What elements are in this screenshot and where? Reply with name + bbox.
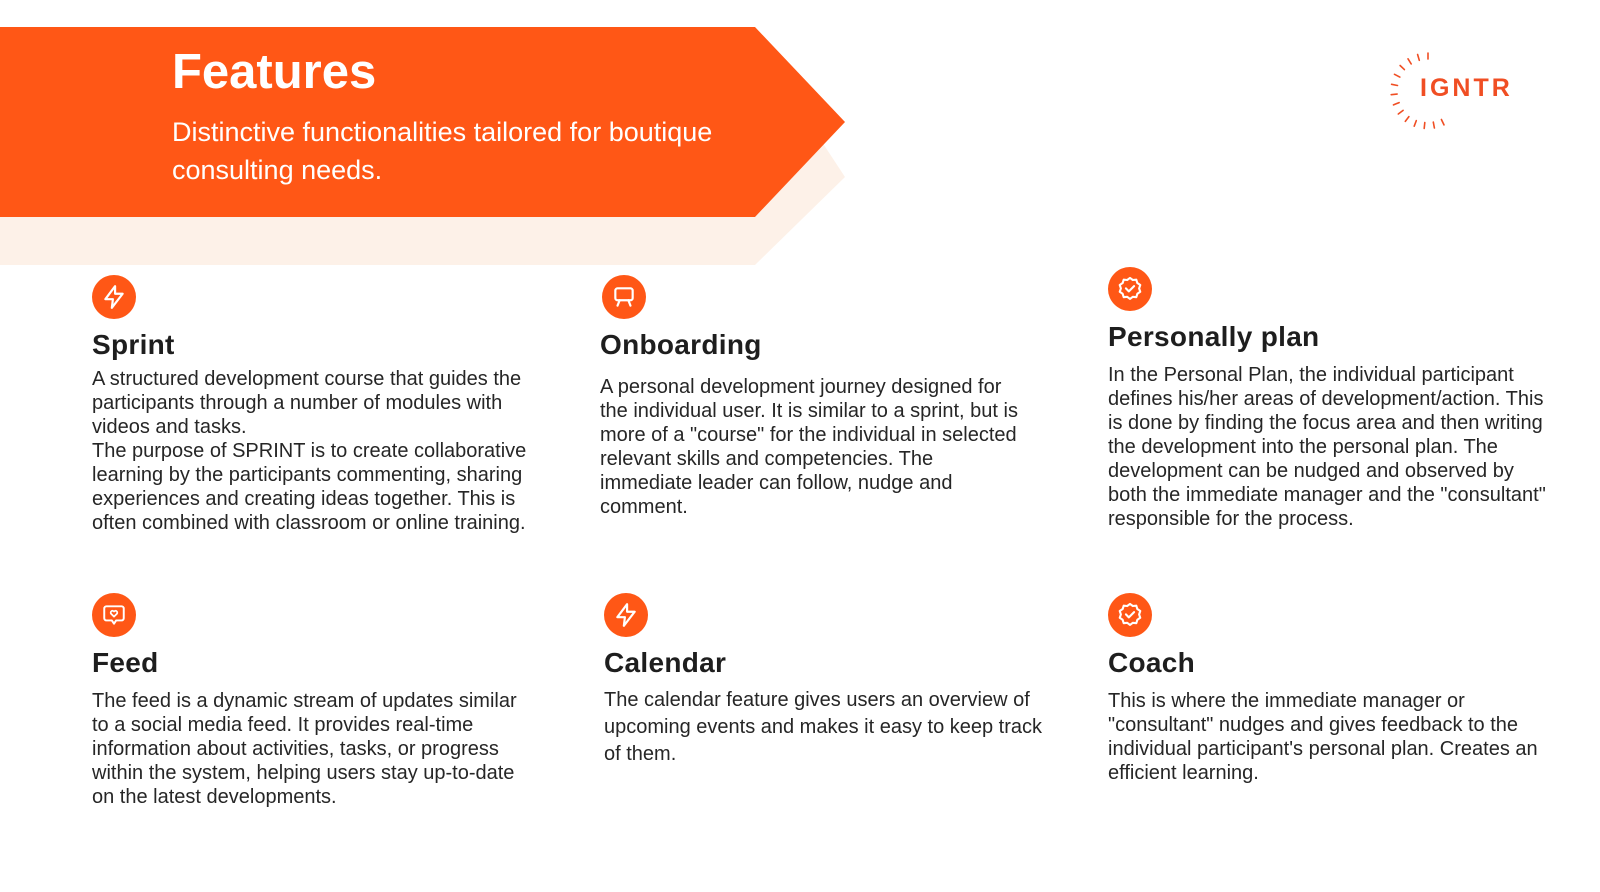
feature-onboarding: [600, 275, 1030, 519]
chat-heart-icon: [92, 593, 136, 637]
feature-title: Calendar: [604, 647, 727, 678]
page-title: Features: [172, 45, 377, 99]
feature-calendar: [604, 593, 1044, 768]
feature-description: This is where the immediate manager or "consultant" nudges and gives feedback to the individual participant's personal plan. Creates an efficient learning.: [1108, 690, 1538, 784]
feature-title: Feed: [92, 647, 159, 678]
feature-description: The feed is a dynamic stream of updates similar to a social media feed. It provides real-time information about activities, tasks, or progress within the system, helping users stay up-to-date on the latest developments.: [92, 690, 517, 808]
verified-badge-icon: [1108, 593, 1152, 637]
feature-description: A structured development course that guides the participants through a number of modules with videos and tasks. The purpose of SPRINT is to create collaborative learning by the participants commenting, sharing experiences and creating ideas together. This is often combined with classroom or online training.: [92, 368, 527, 534]
feature-coach: [1108, 593, 1558, 785]
feature-title: Coach: [1108, 647, 1196, 678]
feature-title: Sprint: [92, 329, 175, 360]
igntr-logo: [1388, 50, 1558, 130]
logo-text: IGNTR: [1420, 74, 1513, 102]
feature-description: A personal development journey designed for the individual user. It is similar to a sprint, but is more of a "course" for the individual in selected relevant skills and competencies. The immediate leader can follow, nudge and comment.: [600, 376, 1018, 518]
verified-badge-icon: [1108, 267, 1152, 311]
presentation-icon: [602, 275, 646, 319]
feature-title: Personally plan: [1108, 321, 1320, 352]
feature-description: The calendar feature gives users an overview of upcoming events and makes it easy to keep track of them.: [604, 689, 1043, 765]
lightning-icon: [92, 275, 136, 319]
feature-title: Onboarding: [600, 329, 762, 360]
page-subtitle: Distinctive functionalities tailored for boutique consulting needs.: [172, 117, 713, 185]
feature-personally-plan: [1108, 267, 1558, 531]
feature-sprint: [92, 275, 542, 535]
lightning-icon: [604, 593, 648, 637]
feature-feed: [92, 593, 532, 809]
feature-description: In the Personal Plan, the individual participant defines his/her areas of development/action. This is done by finding the focus area and then writing the development into the personal plan. The development can be nudged and observed by both the immediate manager and the "consultant" responsible for the process.: [1108, 364, 1546, 530]
